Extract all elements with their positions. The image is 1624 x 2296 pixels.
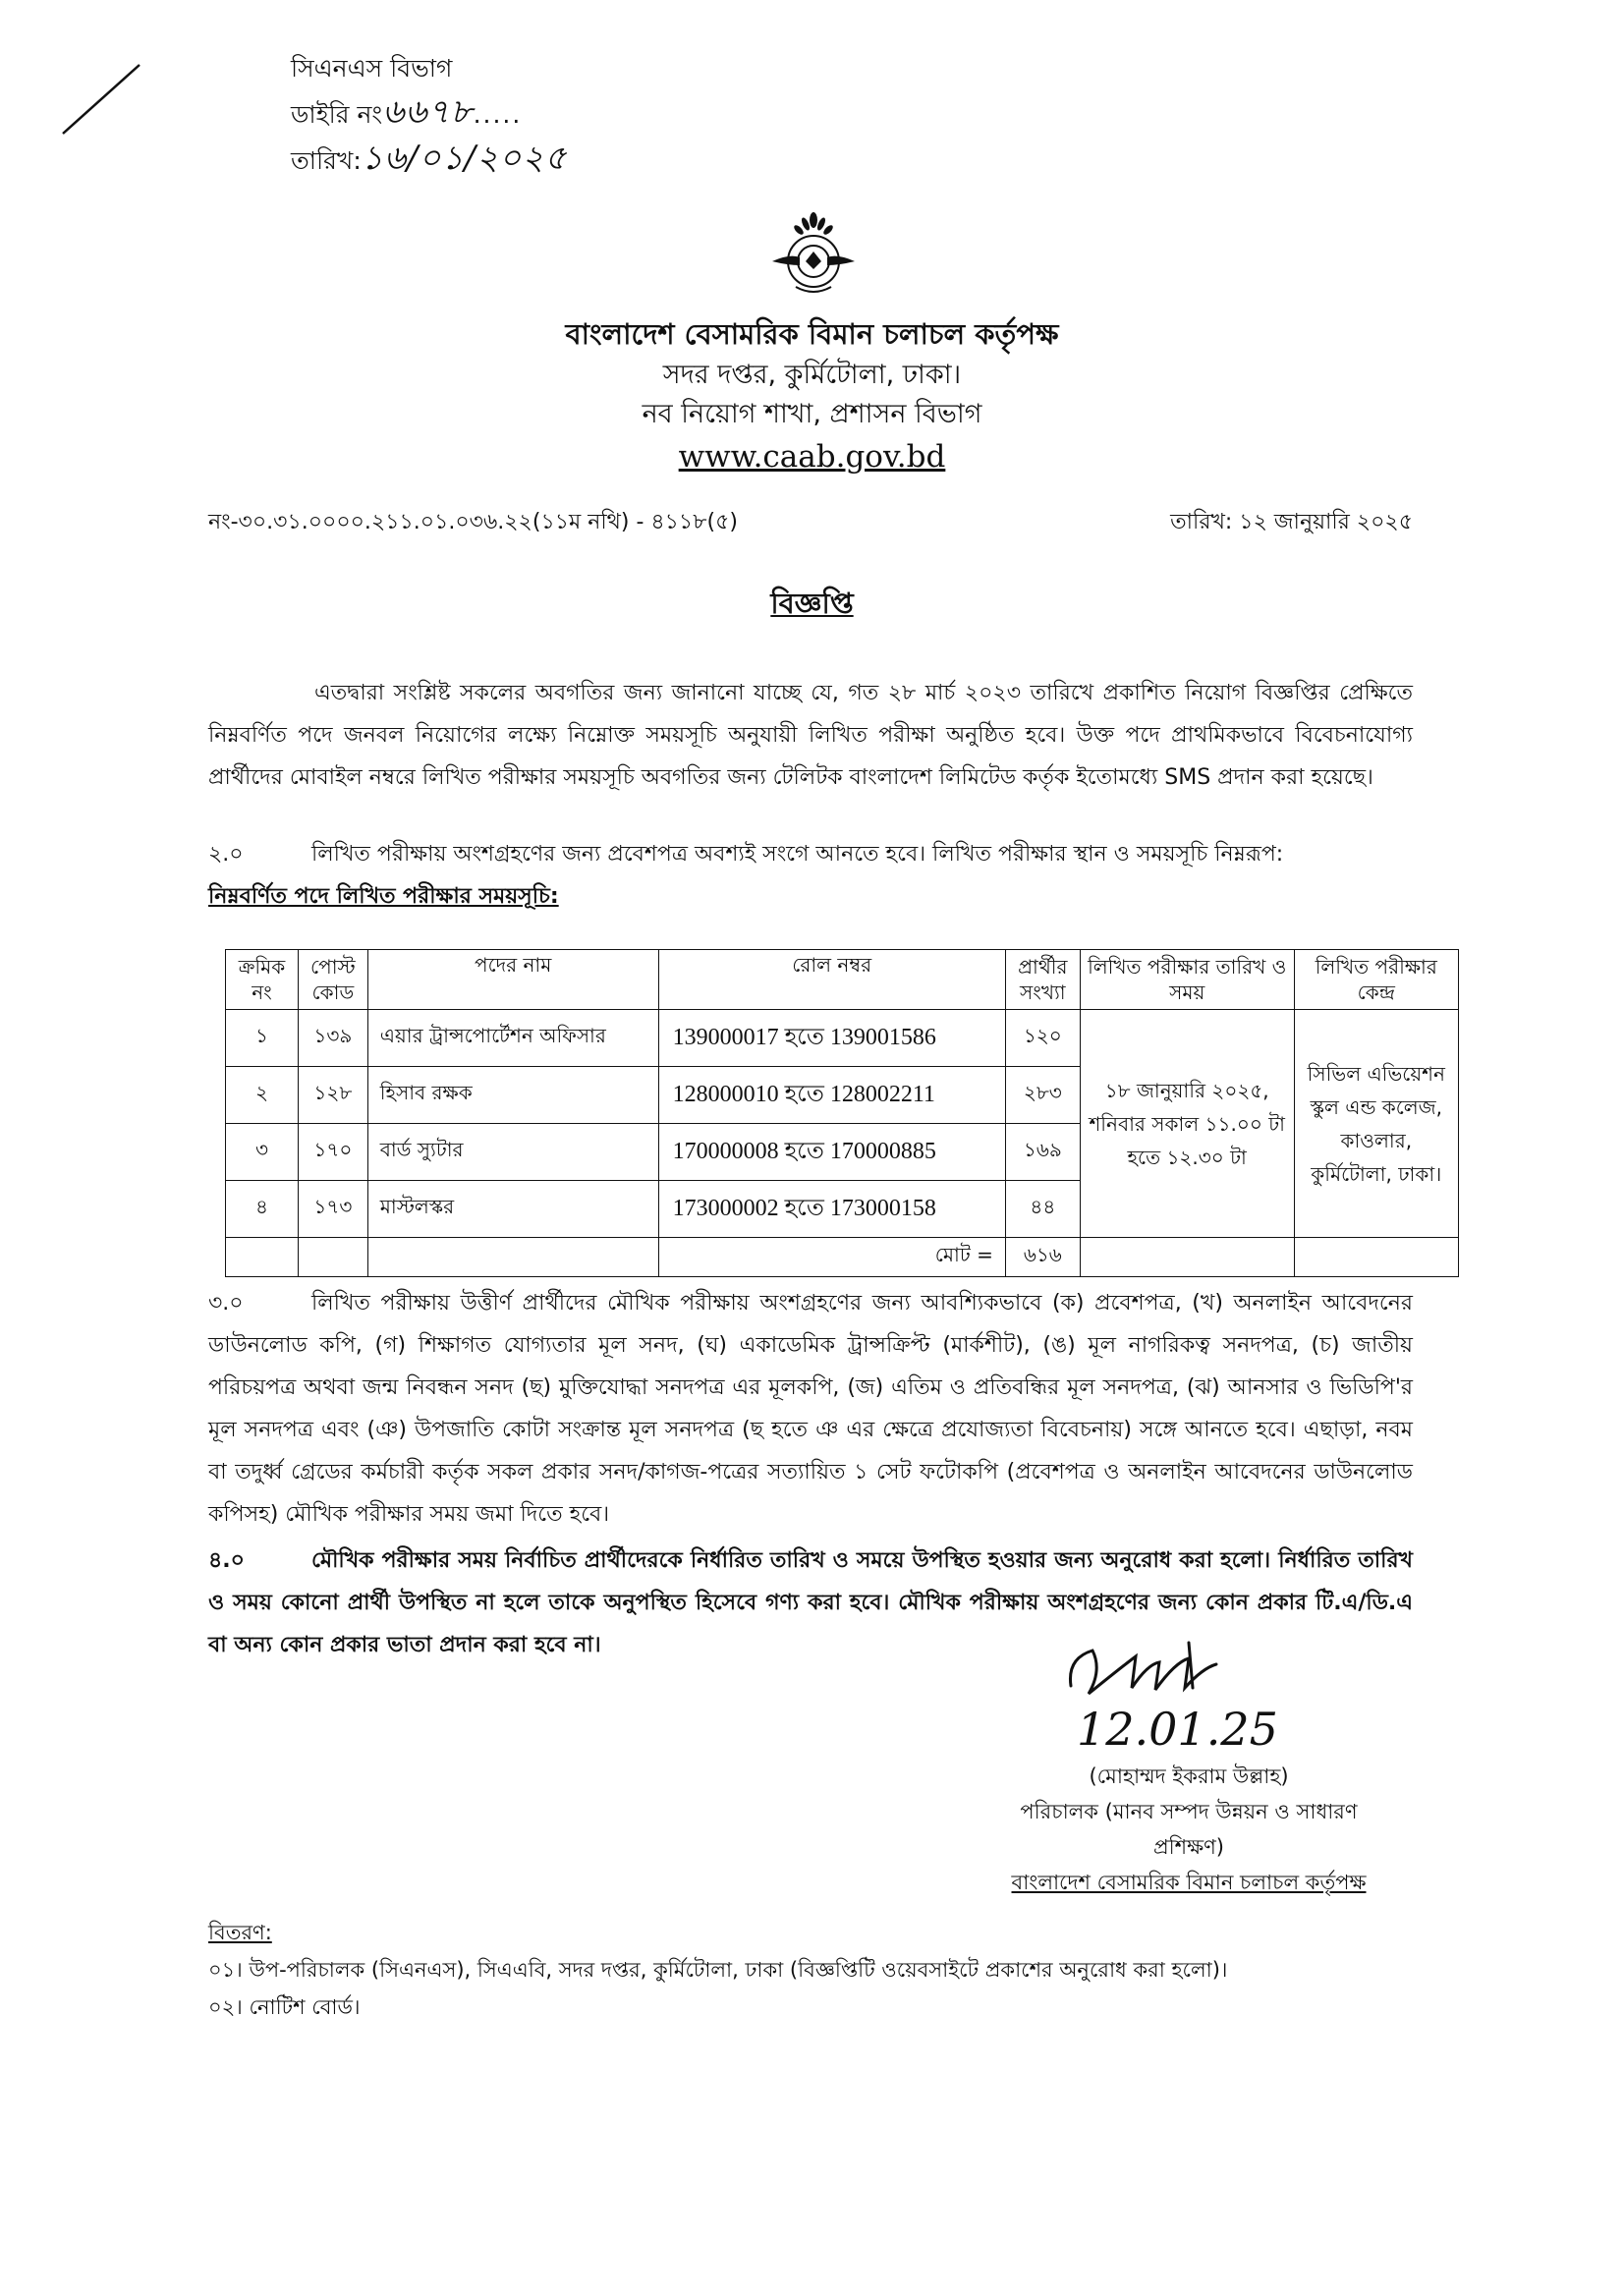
distribution-list [208,1914,1227,2026]
paragraph-3-number: ৩.০ [208,1291,244,1316]
signatory-designation: পরিচালক (মানব সম্পদ উন্নয়ন ও সাধারণ প্রশিক্ষণ) [1020,1800,1358,1859]
post-name-cell: হিসাব রক্ষক [367,1067,658,1124]
total-value: ৬১৬ [1005,1238,1080,1277]
paragraph-2-text: লিখিত পরীক্ষায় অংশগ্রহণের জন্য প্রবেশপত্র অবশ্যই সংগে আনতে হবে। লিখিত পরীক্ষার স্থান ও সময়সূচি নিম্নরূপ: [311,842,1284,867]
pen-mark-icon [57,59,145,138]
total-row [226,1238,1459,1277]
list-item: ০১। উপ-পরিচালক (সিএনএস), সিএএবি, সদর দপ্তর, কুর্মিটোলা, ঢাকা (বিজ্ঞপ্তিটি ওয়েবসাইটে প্রকাশের অনুরোধ করা হলো)। [208,1958,1228,1982]
stamp-date-value: ১৬/০১/২০২৫ [361,139,568,178]
paragraph-4-text: মৌখিক পরীক্ষার সময় নির্বাচিত প্রার্থীদেরকে নির্ধারিত তারিখ ও সময়ে উপস্থিত হওয়ার জন্য অনুরোধ করা হলো। নির্ধারিত তারিখ ও সময় কোনো প্রার্থী উপস্থিত না হলে তাকে অনুপস্থিত হিসেবে গণ্য করা হবে। মৌখিক পরীক্ষায় অংশগ্রহণের জন্য কোন প্রকার টি.এ/ডি.এ বা অন্য কোন প্রকার ভাতা প্রদান করা হবে না। [208,1548,1413,1657]
paragraph-4-number: ৪.০ [208,1548,245,1573]
signature-date: 12.01.25 [1077,1703,1278,1756]
stamp-diary-line [291,90,644,137]
roll-range-cell: 170000008 হতে 170000885 [658,1124,1005,1181]
post-code-cell: ১৭৩ [298,1181,367,1238]
serial-cell: ২ [226,1067,299,1124]
stamp-date-label: তারিখ: [291,146,362,175]
post-name-cell: এয়ার ট্রান্সপোর্টেশন অফিসার [367,1010,658,1067]
list-item: ০২। নোটিশ বোর্ড। [208,1995,361,2019]
column-header: ক্রমিক নং [226,950,299,1010]
paragraph-3-text: লিখিত পরীক্ষায় উত্তীর্ণ প্রার্থীদের মৌখিক পরীক্ষায় অংশগ্রহণের জন্য আবশ্যিকভাবে (ক) প্রবেশপত্র, (খ) অনলাইন আবেদনের ডাউনলোড কপি, (গ) শিক্ষাগত যোগ্যতার মূল সনদ, (ঘ) একাডেমিক ট্রান্সক্রিপ্ট (মার্কশীট), (ঙ) মূল নাগরিকত্ব সনদপত্র, (চ) জাতীয় পরিচয়পত্র অথবা জন্ম নিবন্ধন সনদ (ছ) মুক্তিযোদ্ধা সনদপত্র এর মূলকপি, (জ) এতিম ও প্রতিবন্ধির মূল সনদপত্র, (ঝ) আনসার ও ভিডিপি'র মূল সনদপত্র এবং (ঞ) উপজাতি কোটা সংক্রান্ত মূল সনদপত্র (ছ হতে ঞ এর ক্ষেত্রে প্রযোজ্যতা বিবেচনায়) সঙ্গে আনতে হবে। এছাড়া, নবম বা তদুর্ধ্ব গ্রেডের কর্মচারী কর্তৃক সকল প্রকার সনদ/কাগজ-পত্রের সত্যায়িত ১ সেট ফটোকপি (প্রবেশপত্র ও অনলাইন আবেদনের ডাউনলোড কপিসহ) মৌখিক পরীক্ষার সময় জমা দিতে হবে। [208,1291,1413,1527]
paragraph-3 [208,1282,1413,1536]
exam-center-cell: সিভিল এভিয়েশন স্কুল এন্ড কলেজ, কাওলার, কুর্মিটোলা, ঢাকা। [1294,1010,1458,1238]
caab-logo-icon [766,208,861,303]
branch-name: নব নিয়োগ শাখা, প্রশাসন বিভাগ [642,399,982,429]
serial-cell: ৪ [226,1181,299,1238]
column-header: পদের নাম [367,950,658,1010]
schedule-table [225,949,1459,1277]
organization-name: বাংলাদেশ বেসামরিক বিমান চলাচল কর্তৃপক্ষ [565,317,1059,351]
serial-cell: ৩ [226,1124,299,1181]
candidates-cell: ২৮৩ [1005,1067,1080,1124]
website-link[interactable]: www.caab.gov.bd [678,439,946,475]
roll-range-cell: 173000002 হতে 173000158 [658,1181,1005,1238]
column-header: লিখিত পরীক্ষার কেন্দ্র [1294,950,1458,1010]
post-code-cell: ১২৮ [298,1067,367,1124]
paragraph-1-text: এতদ্বারা সংশ্লিষ্ট সকলের অবগতির জন্য জানানো যাচ্ছে যে, গত ২৮ মার্চ ২০২৩ তারিখে প্রকাশিত নিয়োগ বিজ্ঞপ্তির প্রেক্ষিতে নিম্নবর্ণিত পদে জনবল নিয়োগের লক্ষ্যে নিম্নোক্ত সময়সূচি অনুযায়ী লিখিত পরীক্ষা অনুষ্ঠিত হবে। উক্ত পদে প্রাথমিকভাবে বিবেচনাযোগ্য প্রার্থীদের মোবাইল নম্বরে লিখিত পরীক্ষার সময়সূচি অবগতির জন্য টেলিটক বাংলাদেশ লিমিটেড কর্তৃক ইতোমধ্যে SMS প্রদান করা হয়েছে। [208,681,1413,790]
serial-cell: ১ [226,1010,299,1067]
exam-datetime-cell: ১৮ জানুয়ারি ২০২৫, শনিবার সকাল ১১.০০ টা হতে ১২.৩০ টা [1080,1010,1294,1238]
memo-number: নং-৩০.৩১.০০০০.২১১.০১.০৩৬.২২(১১ম নথি) - ৪১১৮(৫) [208,510,738,534]
empty-cell [298,1238,367,1277]
roll-range-cell: 139000017 হতে 139001586 [658,1010,1005,1067]
paragraph-1 [208,672,1413,799]
memo-row [208,505,1413,541]
column-header: প্রার্থীর সংখ্যা [1005,950,1080,1010]
signature-icon [1041,1629,1297,1757]
post-name-cell: মাস্টলস্কর [367,1181,658,1238]
empty-cell [1080,1238,1294,1277]
column-header: রোল নম্বর [658,950,1005,1010]
column-header: লিখিত পরীক্ষার তারিখ ও সময় [1080,950,1294,1010]
candidates-cell: ১৬৯ [1005,1124,1080,1181]
post-code-cell: ১৭০ [298,1124,367,1181]
signatory-organization: বাংলাদেশ বেসামরিক বিমান চলাচল কর্তৃপক্ষ [1011,1871,1367,1894]
stamp-department: সিএনএস বিভাগ [291,54,453,83]
roll-range-cell: 128000010 হতে 128002211 [658,1067,1005,1124]
receipt-stamp [291,47,644,183]
stamp-diary-dots: ..... [473,100,523,129]
column-header: পোস্ট কোড [298,950,367,1010]
post-code-cell: ১৩৯ [298,1010,367,1067]
notice-title: বিজ্ঞপ্তি [770,587,854,620]
letterhead [0,312,1624,479]
stamp-diary-number: ৬৬৭৮ [382,92,474,132]
paragraph-2 [208,833,1413,875]
empty-cell [226,1238,299,1277]
office-address: সদর দপ্তর, কুর্মিটোলা, ঢাকা। [662,360,962,390]
stamp-diary-label: ডাইরি নং [291,100,383,129]
signatory-block [982,1759,1395,1900]
total-label: মোট = [658,1238,1005,1277]
paragraph-2-number: ২.০ [208,842,244,867]
empty-cell [367,1238,658,1277]
schedule-heading: নিম্নবর্ণিত পদে লিখিত পরীক্ষার সময়সূচি: [208,884,559,909]
signatory-name: (মোহাম্মদ ইকরাম উল্লাহ) [1089,1764,1289,1788]
table-row [226,1010,1459,1067]
distribution-heading: বিতরণ: [208,1921,272,1944]
post-name-cell: বার্ড স্যুটার [367,1124,658,1181]
stamp-date-line [291,137,644,183]
candidates-cell: ৪৪ [1005,1181,1080,1238]
empty-cell [1294,1238,1458,1277]
table-header-row [226,950,1459,1010]
candidates-cell: ১২০ [1005,1010,1080,1067]
memo-date: তারিখ: ১২ জানুয়ারি ২০২৫ [1170,510,1413,534]
